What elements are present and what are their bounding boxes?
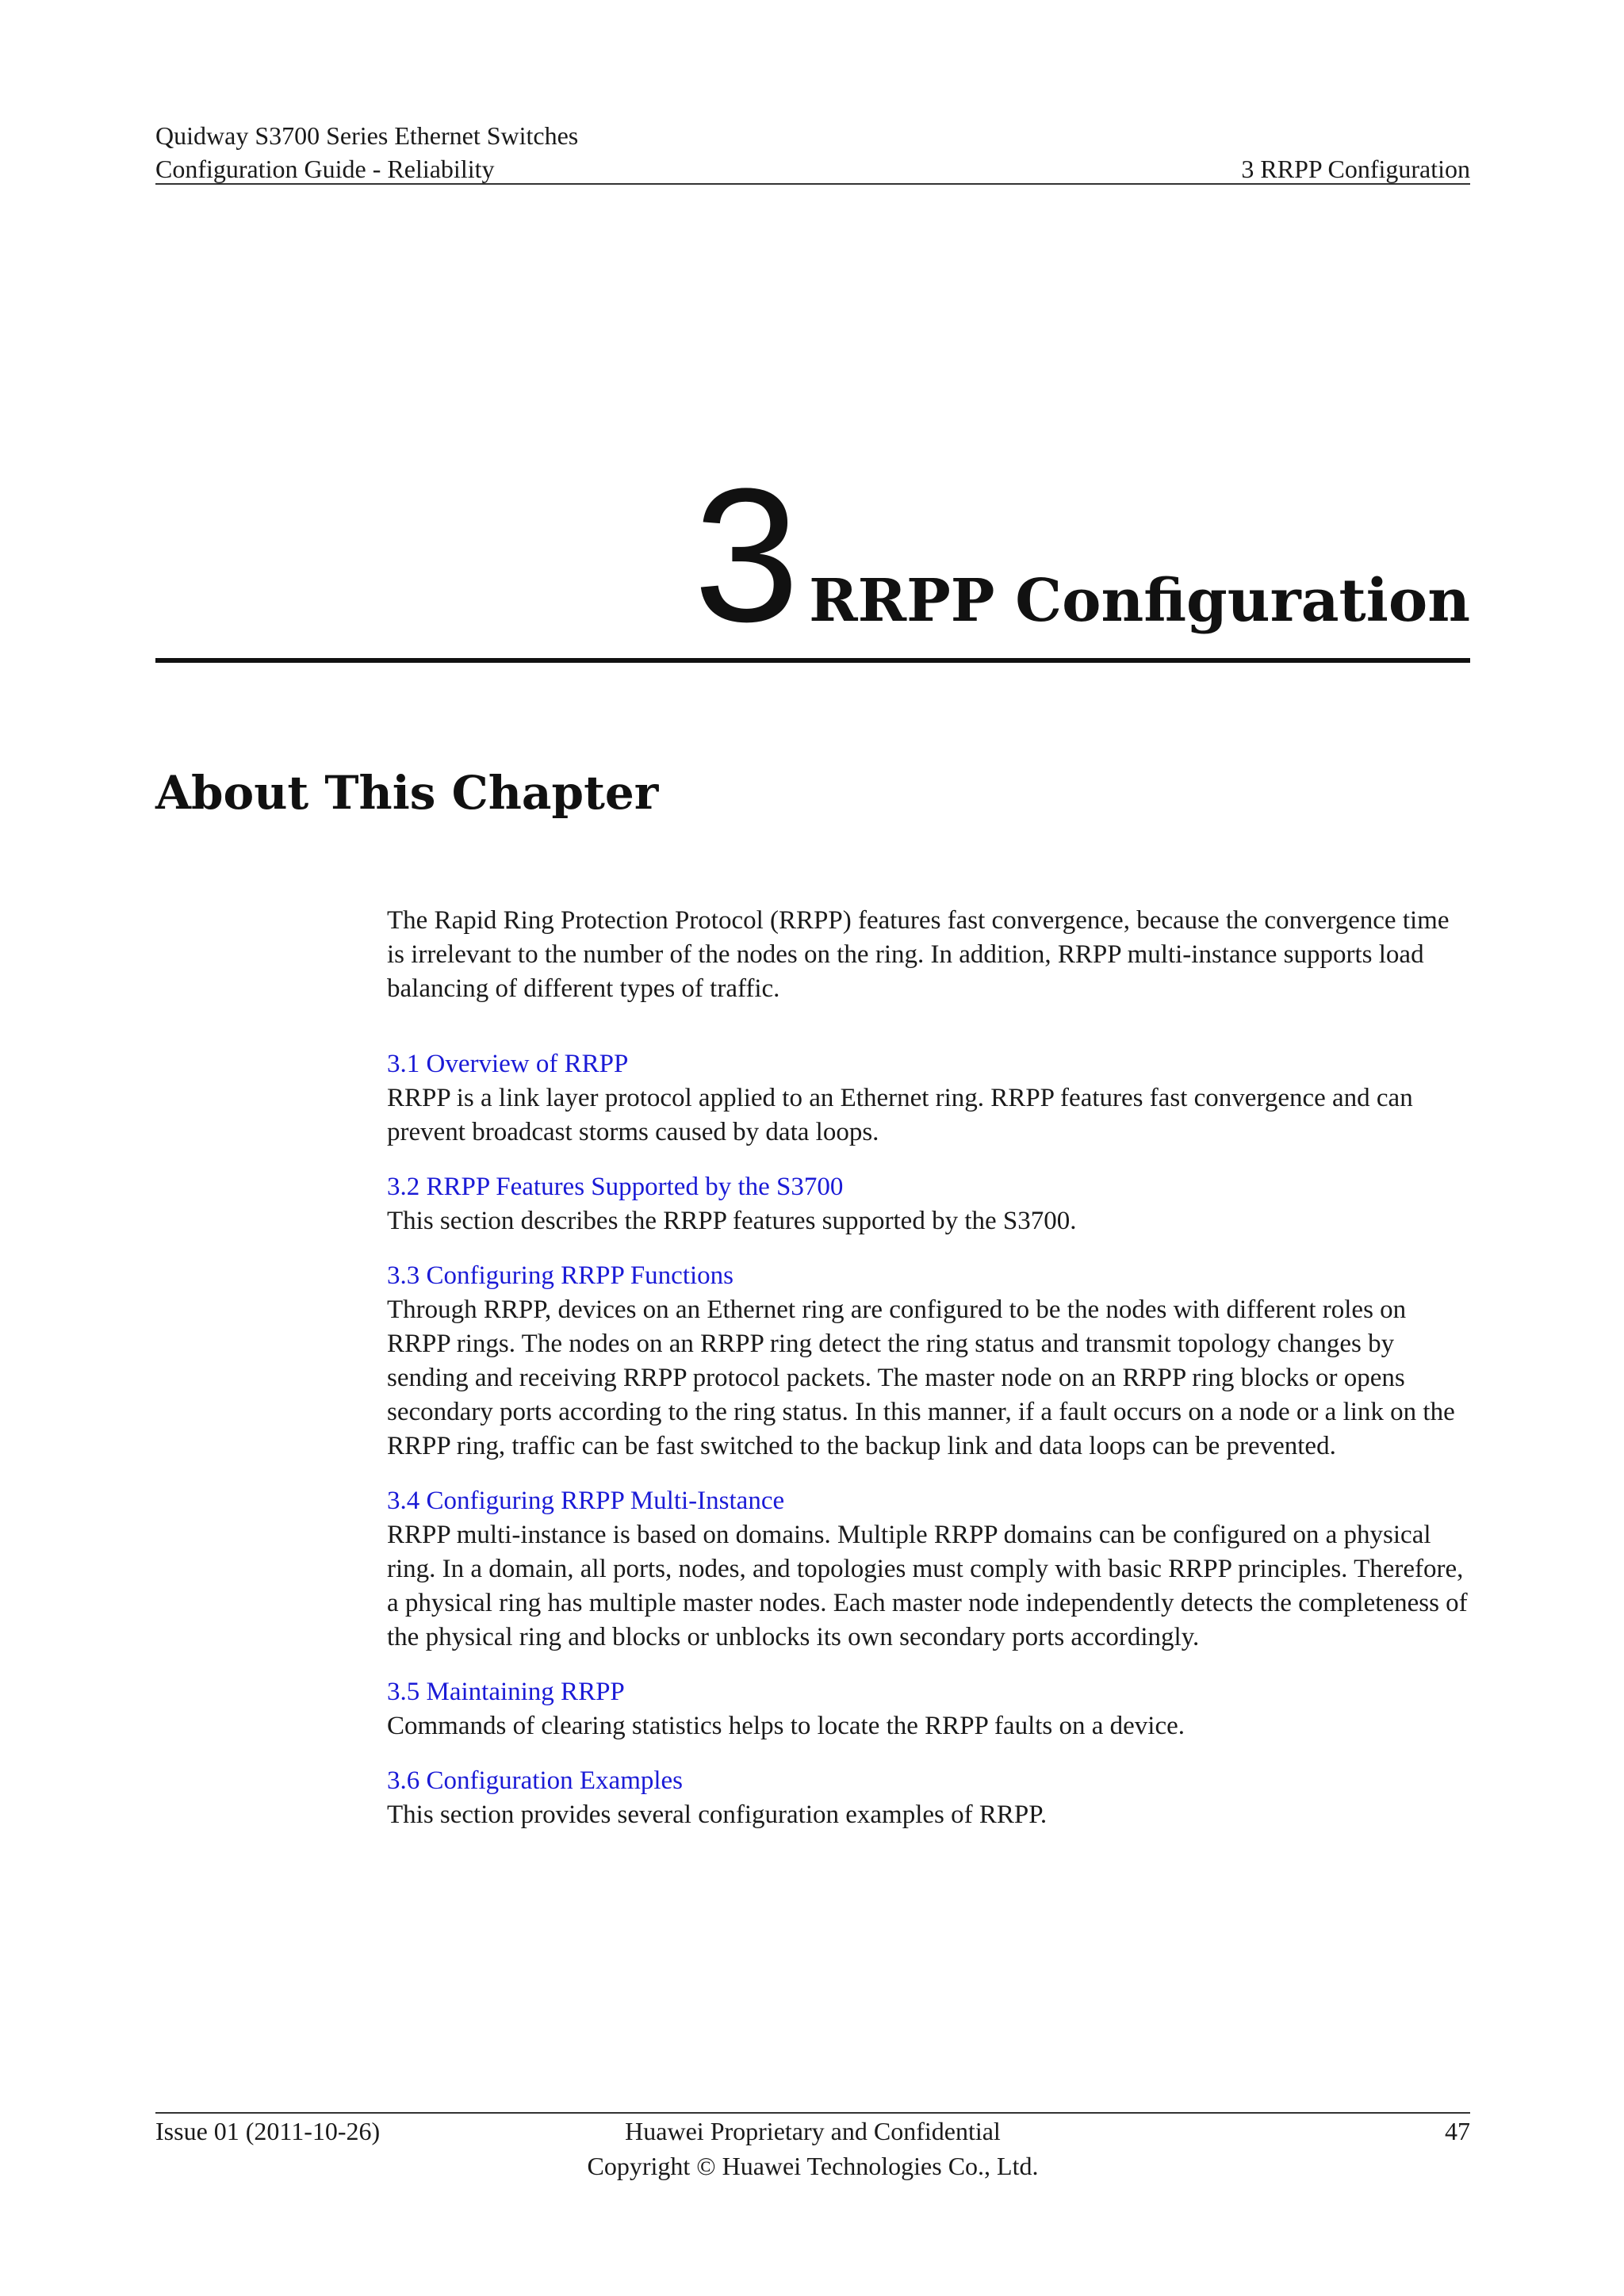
intro-paragraph: The Rapid Ring Protection Protocol (RRPP) features fast convergence, because the convergence time is irrelevant to the number of the nodes on the ring. In addition, RRPP multi-instance supports load balancing of different types of traffic. <box>387 906 1450 1003</box>
toc-entry <box>387 1484 1470 1655</box>
footer-issue: Issue 01 (2011-10-26) <box>155 2117 381 2145</box>
section-title: About This Chapter <box>155 766 659 820</box>
toc-link-maintaining[interactable]: 3.5 Maintaining RRPP <box>387 1678 625 1706</box>
toc-entry <box>387 1675 1470 1743</box>
header-product-name: Quidway S3700 Series Ethernet Switches <box>155 121 579 150</box>
toc-link-configuring-functions[interactable]: 3.3 Configuring RRPP Functions <box>387 1261 734 1290</box>
toc-description: RRPP multi-instance is based on domains. Multiple RRPP domains can be configured on a physical ring. In a domain, all ports, nodes, and topologies must comply with basic RRPP principles. Therefore, a physical ring has multiple master nodes. Each master node independently detects the completeness of the physical ring and blocks or unblocks its own secondary ports accordingly. <box>387 1521 1468 1651</box>
toc-link-multi-instance[interactable]: 3.4 Configuring RRPP Multi-Instance <box>387 1487 785 1515</box>
footer-center <box>155 2114 1470 2183</box>
chapter-heading <box>693 449 1470 661</box>
chapter-overview <box>387 904 1470 1853</box>
toc-entry <box>387 1170 1470 1238</box>
toc-description: RRPP is a link layer protocol applied to an Ethernet ring. RRPP features fast convergence and can prevent broadcast storms caused by data loops. <box>387 1084 1413 1146</box>
page-header <box>155 119 1470 186</box>
toc-entry <box>387 1259 1470 1464</box>
header-chapter-name: 3 RRPP Configuration <box>1241 155 1470 183</box>
header-row <box>155 152 1470 186</box>
toc-entry <box>387 1047 1470 1150</box>
toc-entry <box>387 1764 1470 1832</box>
header-divider <box>155 183 1470 185</box>
toc-link-features[interactable]: 3.2 RRPP Features Supported by the S3700 <box>387 1173 844 1201</box>
footer-confidential: Huawei Proprietary and Confidential <box>625 2117 1001 2145</box>
chapter-divider <box>155 658 1470 663</box>
toc-description: This section describes the RRPP features supported by the S3700. <box>387 1207 1077 1235</box>
toc-description: This section provides several configuration examples of RRPP. <box>387 1800 1048 1829</box>
toc-description: Through RRPP, devices on an Ethernet ring are configured to be the nodes with different roles on RRPP rings. The nodes on an RRPP ring detect the ring status and transmit topology changes by sending and receiving RRPP protocol packets. The master node on an RRPP ring blocks or opens secondary ports according to the ring status. In this manner, if a fault occurs on a node or a link on the RRPP ring, traffic can be fast switched to the backup link and data loops can be prevented. <box>387 1295 1455 1460</box>
page-number: 47 <box>1445 2117 1470 2145</box>
chapter-number: 3 <box>693 449 797 661</box>
toc-link-overview[interactable]: 3.1 Overview of RRPP <box>387 1050 629 1078</box>
toc-link-examples[interactable]: 3.6 Configuration Examples <box>387 1766 684 1795</box>
footer-copyright: Copyright © Huawei Technologies Co., Ltd. <box>587 2152 1039 2180</box>
header-guide-name: Configuration Guide - Reliability <box>155 155 495 183</box>
chapter-title: RRPP Configuration <box>809 567 1470 635</box>
toc-description: Commands of clearing statistics helps to locate the RRPP faults on a device. <box>387 1712 1185 1740</box>
